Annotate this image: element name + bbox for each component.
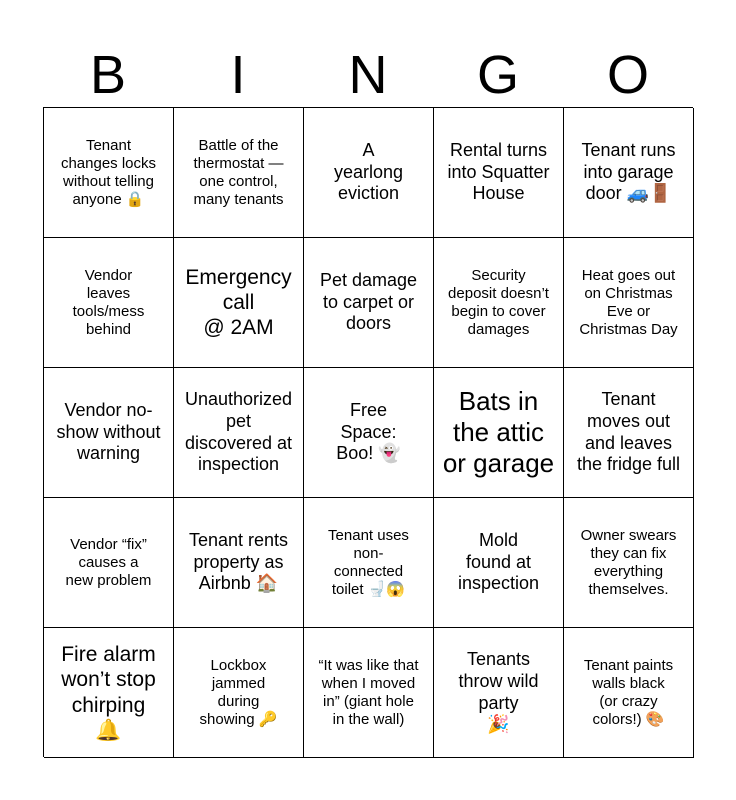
bingo-cell-text: Unauthorized pet discovered at inspection [184, 389, 293, 475]
bingo-cell-text: Lockbox jammed during showing 🔑 [199, 656, 278, 728]
bingo-cell-text: Tenants throw wild party 🎉 [458, 649, 539, 735]
bingo-cell-r1c5[interactable] [564, 108, 694, 238]
bingo-cell-text: Tenant paints walls black (or crazy colors!) 🎨 [583, 656, 674, 728]
bingo-cell-text: Vendor no- show without warning [56, 400, 161, 464]
bingo-cell-r3c2[interactable] [174, 368, 304, 498]
bingo-cell-r2c5[interactable] [564, 238, 694, 368]
bingo-cell-r3c4[interactable] [434, 368, 564, 498]
bingo-cell-text: A yearlong eviction [333, 140, 404, 204]
bingo-board [43, 107, 693, 757]
header-letter-o: O [606, 45, 649, 105]
bingo-cell-r4c4[interactable] [434, 498, 564, 628]
bingo-cell-r5c5[interactable] [564, 628, 694, 758]
header-letter-i: I [230, 45, 246, 105]
bingo-cell-text: Tenant moves out and leaves the fridge full [576, 389, 681, 475]
bingo-cell-r2c1[interactable] [44, 238, 174, 368]
bingo-header [43, 44, 693, 106]
bingo-cell-text: Vendor leaves tools/mess behind [72, 266, 145, 338]
bingo-cell-r1c3[interactable] [304, 108, 434, 238]
header-letter-g: G [476, 45, 519, 105]
bingo-cell-text: Mold found at inspection [457, 530, 540, 594]
bingo-cell-text: Heat goes out on Christmas Eve or Christmas Day [579, 266, 678, 338]
bingo-cell-free-space[interactable] [304, 368, 434, 498]
bingo-cell-r4c1[interactable] [44, 498, 174, 628]
header-letter-b: B [89, 45, 127, 105]
bingo-cell-r2c2[interactable] [174, 238, 304, 368]
header-letter-n: N [348, 45, 388, 105]
bingo-cell-text: Emergency call @ 2AM [185, 265, 292, 340]
bingo-cell-text: Free Space: Boo! 👻 [336, 400, 401, 464]
bingo-cell-text: Rental turns into Squatter House [447, 140, 550, 204]
bingo-cell-r2c4[interactable] [434, 238, 564, 368]
bingo-cell-r5c2[interactable] [174, 628, 304, 758]
bingo-cell-r2c3[interactable] [304, 238, 434, 368]
bingo-cell-text: Tenant changes locks without telling anyone 🔒 [60, 136, 157, 208]
bingo-cell-text: Tenant rents property as Airbnb 🏠 [188, 530, 289, 594]
bingo-cell-r4c5[interactable] [564, 498, 694, 628]
bingo-cell-text: Tenant uses non- connected toilet 🚽😱 [328, 526, 409, 598]
bingo-cell-text: Fire alarm won’t stop chirping 🔔 [61, 643, 156, 742]
bingo-cell-r1c2[interactable] [174, 108, 304, 238]
bingo-cell-text: Owner swears they can fix everything themselves. [580, 526, 677, 598]
bingo-cell-text: Battle of the thermostat — one control, many tenants [193, 136, 284, 208]
bingo-cell-r3c1[interactable] [44, 368, 174, 498]
bingo-cell-text: Tenant runs into garage door 🚙🚪 [581, 140, 676, 204]
bingo-cell-r1c4[interactable] [434, 108, 564, 238]
bingo-cell-r5c4[interactable] [434, 628, 564, 758]
bingo-cell-r3c5[interactable] [564, 368, 694, 498]
bingo-cell-text: Security deposit doesn’t begin to cover damages [448, 266, 549, 338]
bingo-cell-text: Pet damage to carpet or doors [319, 270, 418, 334]
bingo-cell-text: Vendor “fix” causes a new problem [65, 535, 152, 589]
bingo-cell-r4c2[interactable] [174, 498, 304, 628]
bingo-cell-r4c3[interactable] [304, 498, 434, 628]
bingo-cell-r5c1[interactable] [44, 628, 174, 758]
bingo-cell-r1c1[interactable] [44, 108, 174, 238]
bingo-cell-text: “It was like that when I moved in” (giant hole in the wall) [318, 656, 419, 728]
bingo-cell-text: Bats in the attic or garage [442, 385, 555, 479]
bingo-cell-r5c3[interactable] [304, 628, 434, 758]
